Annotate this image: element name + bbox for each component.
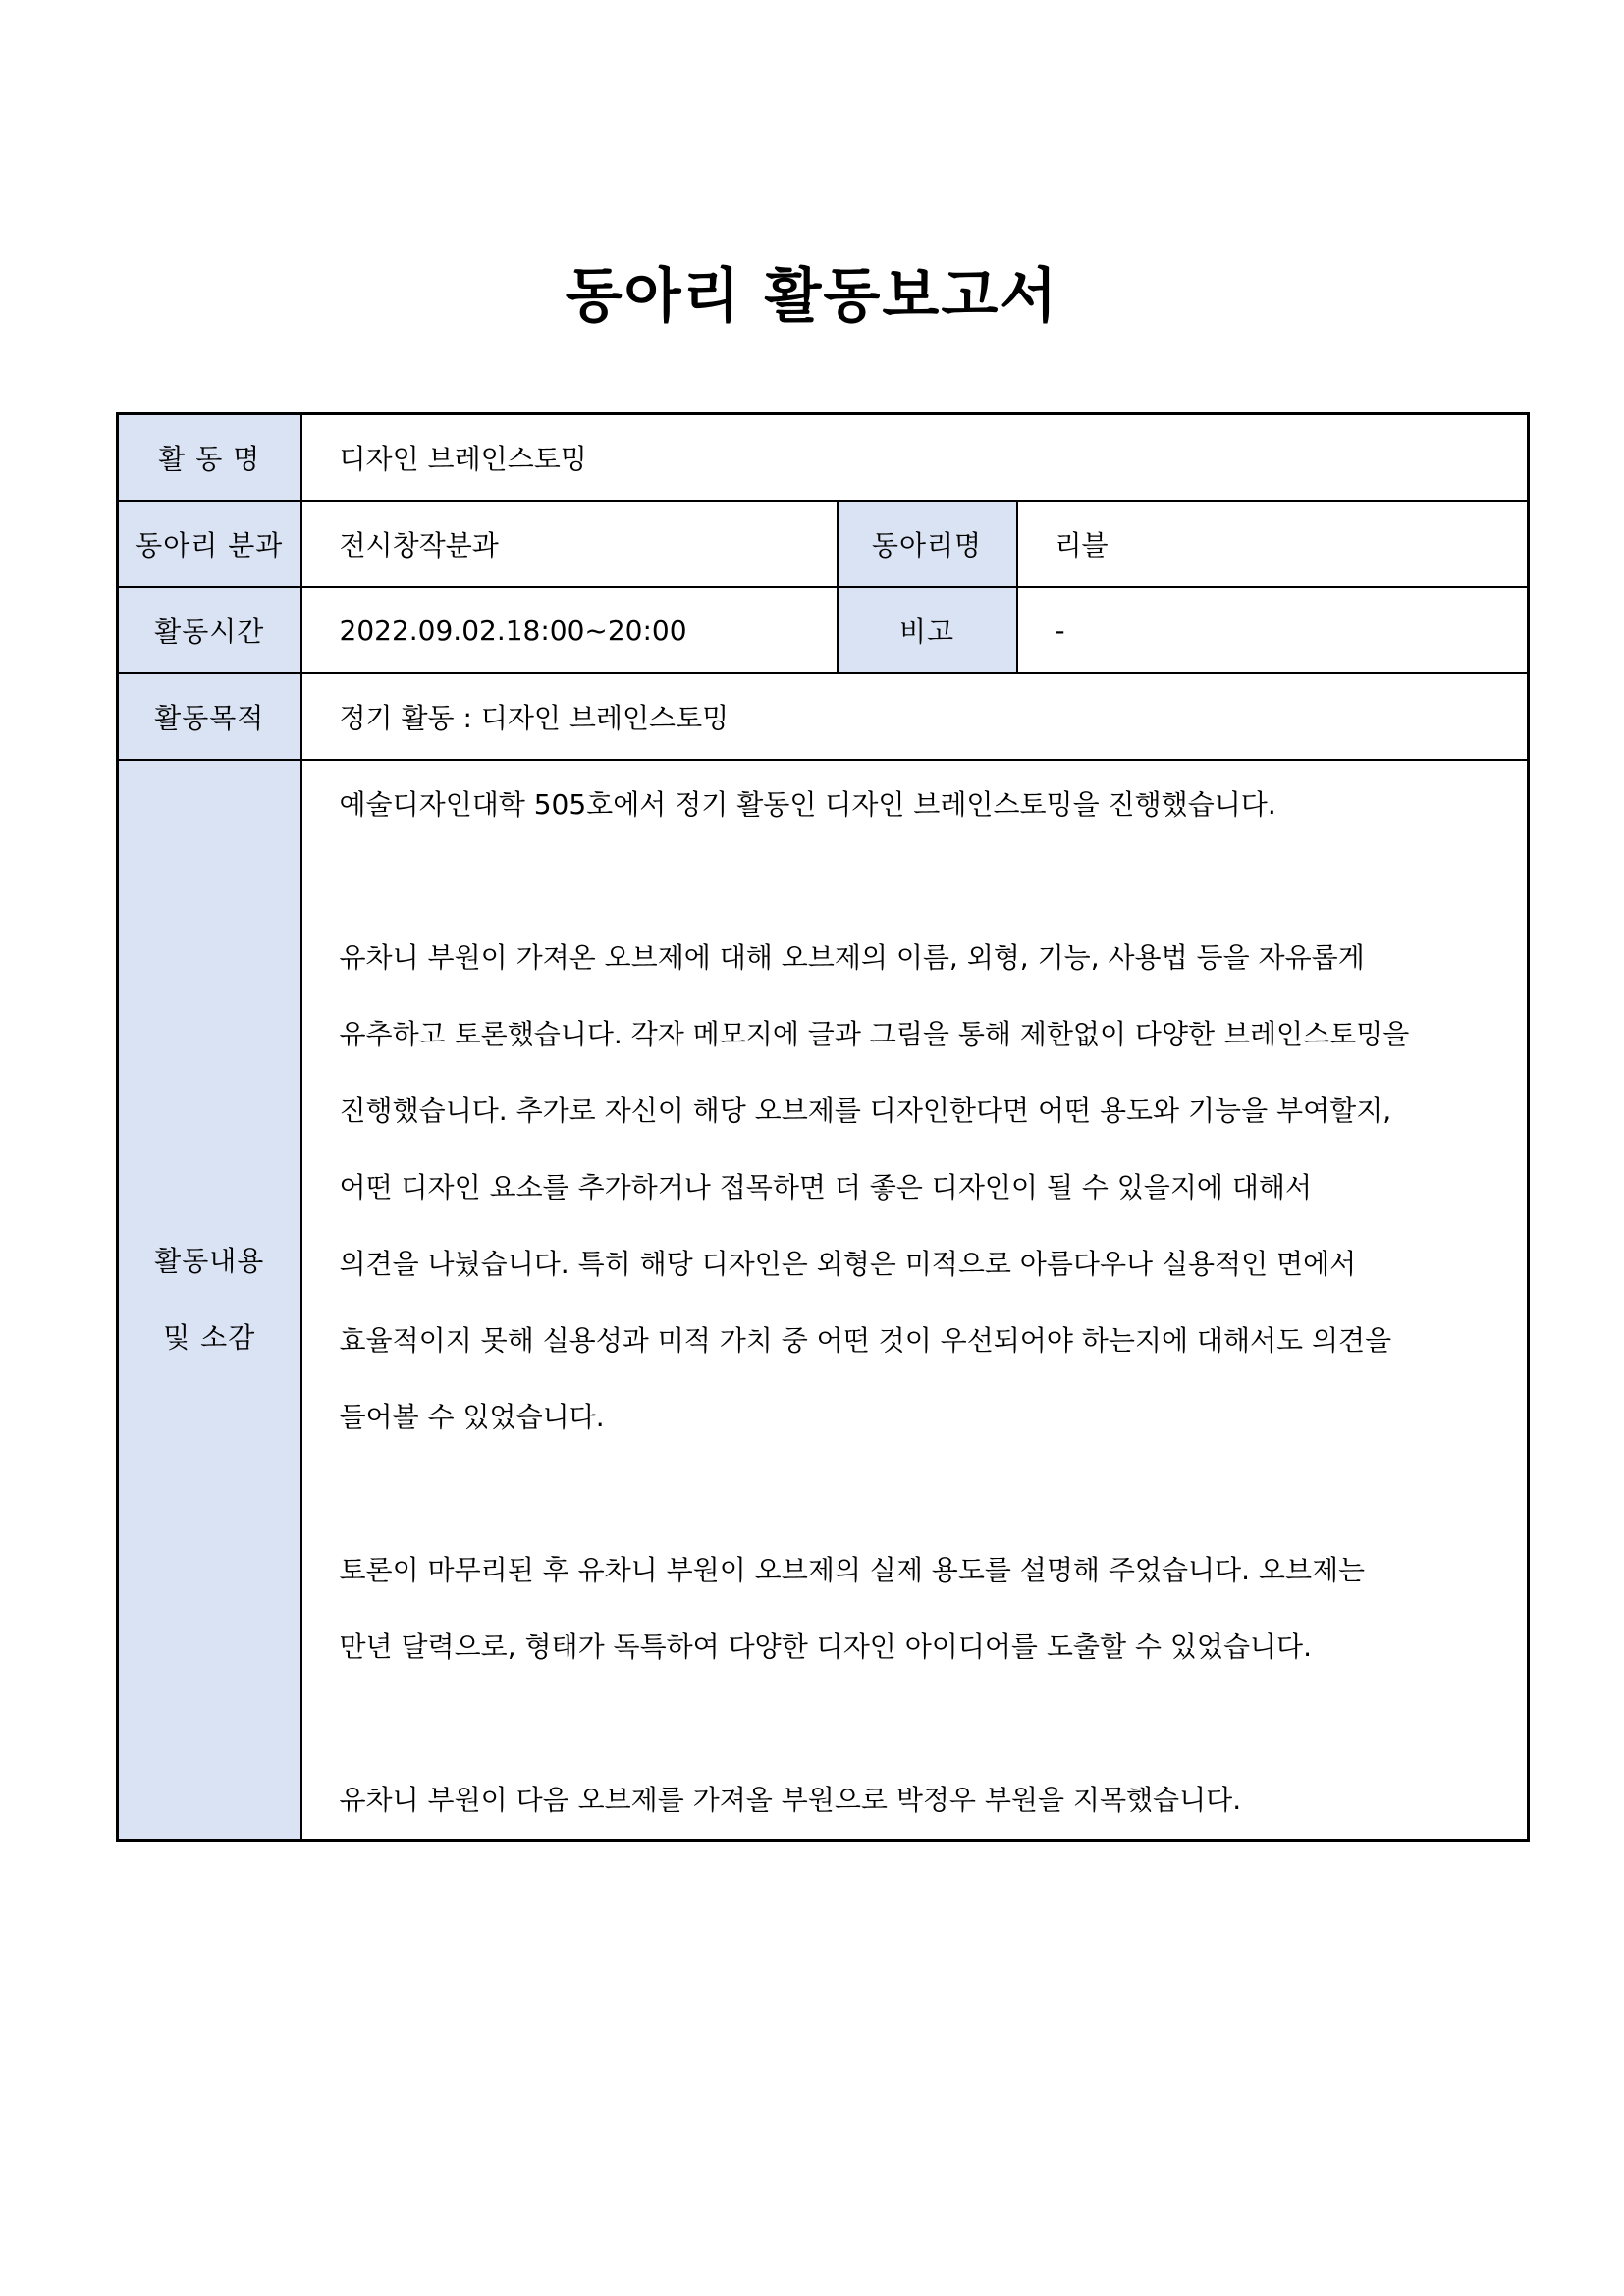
activity-time-value: 2022.09.02.18:00~20:00 bbox=[301, 587, 838, 673]
purpose-label: 활동목적 bbox=[118, 673, 301, 760]
content-line: 유차니 부원이 가져온 오브제에 대해 오브제의 이름, 외형, 기능, 사용법 등을 자유롭게 bbox=[339, 941, 1365, 974]
content-line: 유차니 부원이 다음 오브제를 가져올 부원으로 박정우 부원을 지목했습니다. bbox=[339, 1784, 1242, 1816]
content-line: 효율적이지 못해 실용성과 미적 가치 중 어떤 것이 우선되어야 하는지에 대해서도 의견을 bbox=[339, 1324, 1392, 1357]
content-line: 어떤 디자인 요소를 추가하거나 접목하면 더 좋은 디자인이 될 수 있을지에 대해서 bbox=[339, 1171, 1312, 1203]
content-line: 의견을 나눴습니다. 특히 해당 디자인은 외형은 미적으로 아름다우나 실용적인 면에서 bbox=[339, 1248, 1357, 1280]
content-line bbox=[340, 1456, 1528, 1532]
purpose-value: 정기 활동 : 디자인 브레인스토밍 bbox=[301, 673, 1529, 760]
row-purpose bbox=[118, 673, 1529, 760]
content-line bbox=[340, 843, 1528, 920]
content-label-line-2: 및 소감 bbox=[163, 1321, 256, 1354]
row-time-remarks bbox=[118, 587, 1529, 673]
row-club-info bbox=[118, 501, 1529, 587]
content-line bbox=[340, 1685, 1528, 1762]
activity-time-label: 활동시간 bbox=[118, 587, 301, 673]
activity-report-table bbox=[116, 412, 1530, 1842]
content-line: 들어볼 수 있었습니다. bbox=[339, 1401, 605, 1433]
club-division-value: 전시창작분과 bbox=[301, 501, 838, 587]
content-line: 진행했습니다. 추가로 자신이 해당 오브제를 디자인한다면 어떤 용도와 기능을 부여할지, bbox=[339, 1095, 1392, 1127]
remarks-value: - bbox=[1017, 587, 1529, 673]
row-content bbox=[118, 760, 1529, 1841]
content-body bbox=[301, 760, 1529, 1841]
content-line: 만년 달력으로, 형태가 독특하여 다양한 디자인 아이디어를 도출할 수 있었습니다. bbox=[339, 1630, 1312, 1663]
activity-name-label: 활 동 명 bbox=[118, 414, 301, 502]
activity-name-value: 디자인 브레인스토밍 bbox=[301, 414, 1529, 502]
row-activity-name bbox=[118, 414, 1529, 502]
content-line: 예술디자인대학 505호에서 정기 활동인 디자인 브레인스토밍을 진행했습니다. bbox=[339, 788, 1276, 821]
content-line: 유추하고 토론했습니다. 각자 메모지에 글과 그림을 통해 제한없이 다양한 브레인스토밍을 bbox=[339, 1018, 1410, 1050]
club-division-label: 동아리 분과 bbox=[118, 501, 301, 587]
content-line: 토론이 마무리된 후 유차니 부원이 오브제의 실제 용도를 설명해 주었습니다. 오브제는 bbox=[339, 1554, 1366, 1586]
page-title: 동아리 활동보고서 bbox=[565, 262, 1059, 331]
content-label bbox=[118, 760, 301, 1841]
remarks-label: 비고 bbox=[838, 587, 1017, 673]
club-name-label: 동아리명 bbox=[838, 501, 1017, 587]
club-name-value: 리블 bbox=[1017, 501, 1529, 587]
content-label-line-1: 활동내용 bbox=[154, 1245, 265, 1277]
